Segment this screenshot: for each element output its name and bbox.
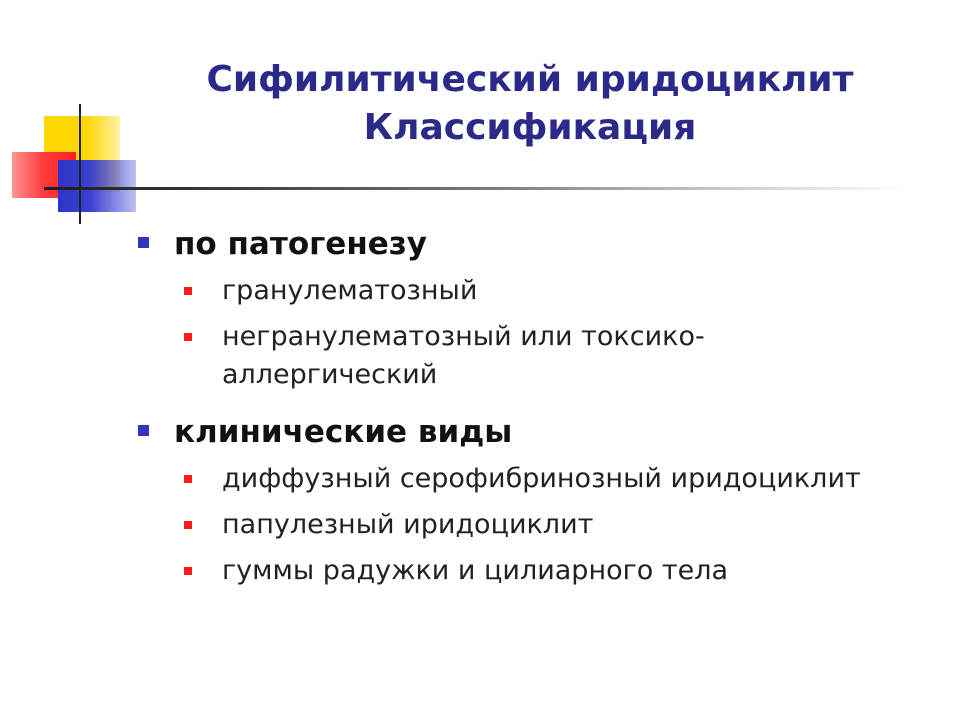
square-bullet-icon (184, 475, 192, 483)
section-heading-clinical-types (138, 410, 938, 454)
square-bullet-icon (184, 333, 192, 341)
square-bullet-icon (138, 237, 149, 248)
title-line-2: Классификация (363, 107, 697, 148)
decorative-vertical-line (79, 104, 81, 224)
list-item (184, 318, 782, 394)
decorative-blue-square (58, 160, 136, 212)
square-bullet-icon (184, 521, 192, 529)
square-bullet-icon (138, 425, 149, 436)
list-item (184, 460, 938, 498)
list-item-text: негранулематозный или токсико-аллергический (222, 321, 705, 390)
bullet-list (138, 222, 938, 598)
title-line-1: Сифилитический иридоциклит (206, 59, 854, 100)
section-heading-text: клинические виды (174, 414, 513, 450)
section-heading-text: по патогенезу (174, 226, 427, 262)
section-heading-pathogenesis (138, 222, 938, 266)
list-item-text: гуммы радужки и цилиарного тела (222, 555, 729, 586)
list-item-text: гранулематозный (222, 275, 478, 306)
list-item (184, 272, 938, 310)
slide-title (150, 56, 910, 152)
list-item-text: папулезный иридоциклит (222, 509, 594, 540)
title-underline (44, 187, 914, 190)
square-bullet-icon (184, 287, 192, 295)
list-item (184, 552, 938, 590)
list-item (184, 506, 938, 544)
list-item-text: диффузный серофибринозный иридоциклит (222, 463, 861, 494)
square-bullet-icon (184, 567, 192, 575)
